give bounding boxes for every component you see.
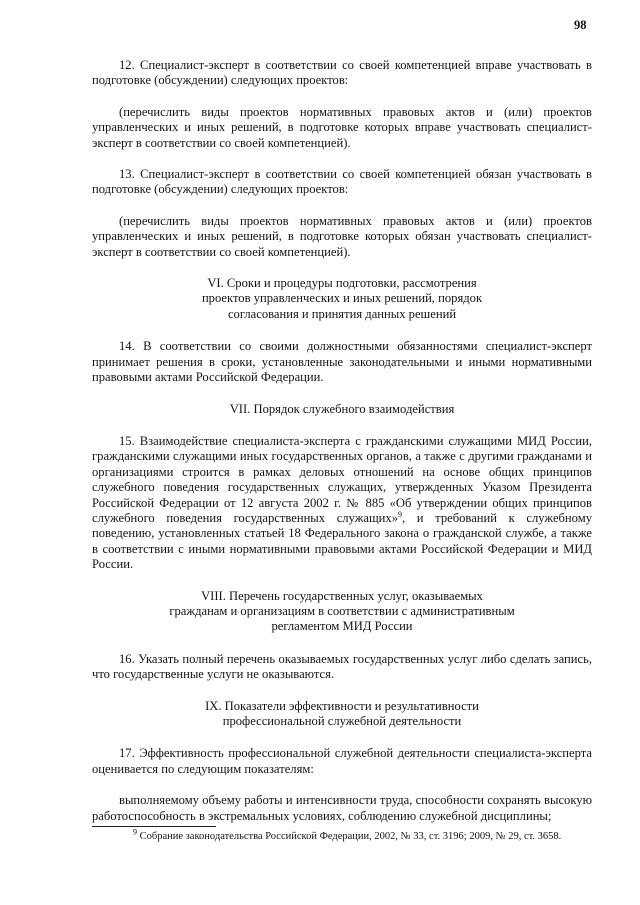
heading-line: VI. Сроки и процедуры подготовки, рассмотрения [207,276,477,291]
page-number: 98 [574,18,587,32]
heading-line: гражданам и организациям в соответствии с административным [169,603,515,618]
paragraph-13-list: (перечислить виды проектов нормативных правовых актов и (или) проектов управленческих и иных решений, в подготовке которых обязан участвовать специалист-эксперт в соответствии со своей компетенцией). [92,213,592,259]
section-heading-vi [92,276,592,322]
paragraph-15 [92,434,592,573]
paragraph-15-text-cont: , и требований к служебному поведению, установленных статьей 18 Федерального закона о гражданской службе, а также в соответствии с иными нормативными правовыми актами Российской Федерации и МИД России. [92,510,592,572]
footnote-text: Собрание законодательства Российской Федерации, 2002, № 33, ст. 3196; 2009, № 29, ст. 3658. [139,831,562,842]
heading-line: IX. Показатели эффективности и результативности [205,698,479,713]
heading-line: VIII. Перечень государственных услуг, оказываемых [201,588,483,603]
paragraph-17: 17. Эффективность профессиональной служебной деятельности специалиста-эксперта оценивается по следующим показателям: [92,746,592,776]
paragraph-17-list: выполняемому объему работы и интенсивности труда, способности сохранять высокую работоспособность в экстремальных условиях, соблюдению служебной дисциплины; [92,793,592,823]
heading-line: профессиональной служебной деятельности [222,714,462,728]
paragraph-16: 16. Указать полный перечень оказываемых государственных услуг либо сделать запись, что государственные услуги не оказываются. [92,651,592,682]
section-heading-viii [92,589,592,635]
heading-line: VII. Порядок служебного взаимодействия [229,401,455,416]
section-heading-ix [92,699,592,730]
document-body [92,58,592,840]
footnote [133,827,593,843]
paragraph-13: 13. Специалист-эксперт в соответствии со своей компетенцией обязан участвовать в подготовке (обсуждении) следующих проектов: [92,167,592,197]
heading-line: проектов управленческих и иных решений, порядок [201,291,483,306]
paragraph-14: 14. В соответствии со своими должностными обязанностями специалист-эксперт принимает решения в сроки, установленные законодательными и иными нормативными правовыми актами Российской Федерации. [92,339,592,385]
paragraph-12-list: (перечислить виды проектов нормативных правовых актов и (или) проектов управленческих и иных решений, в подготовке которых вправе участвовать специалист-эксперт в соответствии со своей компетенцией). [92,104,592,150]
footnote-marker: 9 [133,827,137,837]
heading-line: согласования и принятия данных решений [227,306,457,321]
section-heading-vii [92,402,592,417]
paragraph-12: 12. Специалист-эксперт в соответствии со своей компетенцией вправе участвовать в подготовке (обсуждении) следующих проектов: [92,58,592,88]
footnote-reference: 9 [398,509,403,519]
footnote-divider [92,826,216,827]
paragraph-15-text: 15. Взаимодействие специалиста-эксперта с гражданскими служащими МИД России, гражданскими служащими иных государственных органов, а также с другими гражданами и организациями строится в рамках деловых отношений на основе общих принципов служебного поведения государственных служащих, утвержденных Указом Президента Российской Федерации от 12 августа 2002 г. № 885 «Об утверждении общих принципов служебного поведения государственных служащих» [92,433,592,525]
heading-line: регламентом МИД России [271,619,413,634]
